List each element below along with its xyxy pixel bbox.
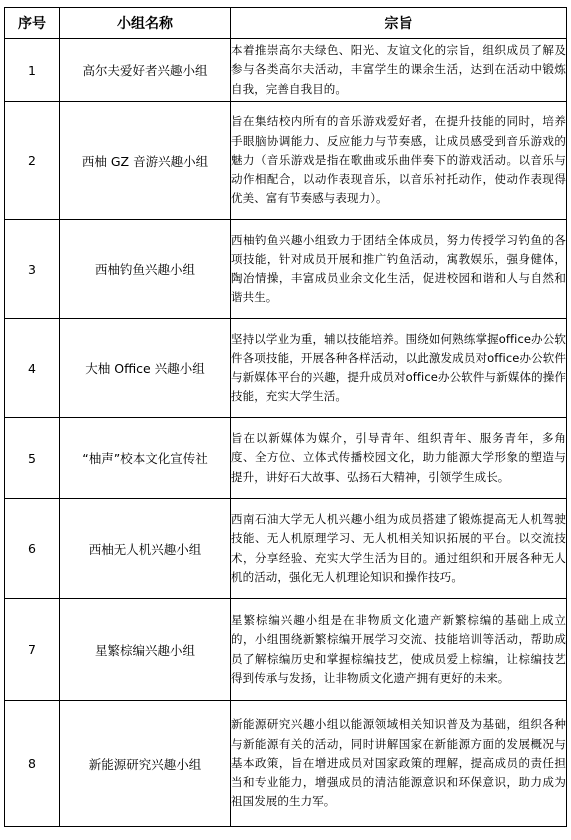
row-purpose: 西柚钓鱼兴趣小组致力于团结全体成员，努力传授学习钓鱼的各项技能，针对成员开展和推广钓鱼活动，寓教娱乐，强身健体，陶冶情操，丰富成员业余文化生活，促进校园和谐和人与自然和谐共生。 [231, 220, 567, 319]
row-group-name: 大柚 Office 兴趣小组 [60, 319, 231, 418]
row-group-name: 西柚无人机兴趣小组 [60, 499, 231, 599]
row-purpose: 本着推崇高尔夫绿色、阳光、友谊文化的宗旨，组织成员了解及参与各类高尔夫活动，丰富学生的课余生活，达到在活动中锻炼自我，完善自我目的。 [231, 39, 567, 102]
table-row [5, 599, 567, 701]
row-index: 2 [5, 102, 60, 220]
row-index: 1 [5, 39, 60, 102]
student-groups-table [4, 7, 567, 827]
row-group-name: 高尔夫爱好者兴趣小组 [60, 39, 231, 102]
row-group-name: 星繁棕编兴趣小组 [60, 599, 231, 701]
row-index: 7 [5, 599, 60, 701]
row-group-name: 新能源研究兴趣小组 [60, 701, 231, 827]
table-row [5, 220, 567, 319]
table-header-row [5, 8, 567, 39]
row-index: 3 [5, 220, 60, 319]
row-purpose: 旨在以新媒体为媒介，引导青年、组织青年、服务青年，多角度、全方位、立体式传播校园文化，助力能源大学形象的塑造与提升，讲好石大故事、弘扬石大精神，引领学生成长。 [231, 418, 567, 499]
table-row [5, 319, 567, 418]
row-group-name: “柚声”校本文化宣传社 [60, 418, 231, 499]
row-purpose: 西南石油大学无人机兴趣小组为成员搭建了锻炼提高无人机驾驶技能、无人机原理学习、无人机相关知识拓展的平台。以交流技术，分享经验、充实大学生活为目的。通过组织和开展各种无人机的活动，强化无人机理论知识和操作技巧。 [231, 499, 567, 599]
row-group-name: 西柚钓鱼兴趣小组 [60, 220, 231, 319]
row-group-name: 西柚 GZ 音游兴趣小组 [60, 102, 231, 220]
row-purpose: 坚持以学业为重，辅以技能培养。围绕如何熟练掌握office办公软件各项技能，开展各种各样活动，以此激发成员对office办公软件与新媒体平台的兴趣，提升成员对office办公软件与新媒体的操作技能，充实大学生活。 [231, 319, 567, 418]
row-index: 6 [5, 499, 60, 599]
row-purpose: 新能源研究兴趣小组以能源领域相关知识普及为基础，组织各种与新能源有关的活动，同时讲解国家在新能源方面的发展概况与基本政策，旨在增进成员对国家政策的理解，提高成员的责任担当和专业能力，增强成员的清洁能源意识和环保意识，助力成为祖国发展的生力军。 [231, 701, 567, 827]
table-row [5, 701, 567, 827]
table-row [5, 499, 567, 599]
header-group-name: 小组名称 [60, 8, 231, 39]
row-purpose: 旨在集结校内所有的音乐游戏爱好者，在提升技能的同时，培养手眼脑协调能力、反应能力与节奏感，让成员感受到音乐游戏的魅力（音乐游戏是指在歌曲或乐曲伴奏下的游戏活动。以音乐与动作相配合，以动作表现音乐，以音乐衬托动作，使动作表现得优美、富有节奏感与表现力）。 [231, 102, 567, 220]
row-index: 5 [5, 418, 60, 499]
row-index: 8 [5, 701, 60, 827]
row-index: 4 [5, 319, 60, 418]
header-purpose: 宗旨 [231, 8, 567, 39]
table-row [5, 102, 567, 220]
table-row [5, 418, 567, 499]
header-index: 序号 [5, 8, 60, 39]
row-purpose: 星繁棕编兴趣小组是在非物质文化遗产新繁棕编的基础上成立的，小组围绕新繁棕编开展学习交流、技能培训等活动，帮助成员了解棕编历史和掌握棕编技艺，使成员爱上棕编，让棕编技艺得到传承与发扬，让非物质文化遗产拥有更好的未来。 [231, 599, 567, 701]
table-row [5, 39, 567, 102]
